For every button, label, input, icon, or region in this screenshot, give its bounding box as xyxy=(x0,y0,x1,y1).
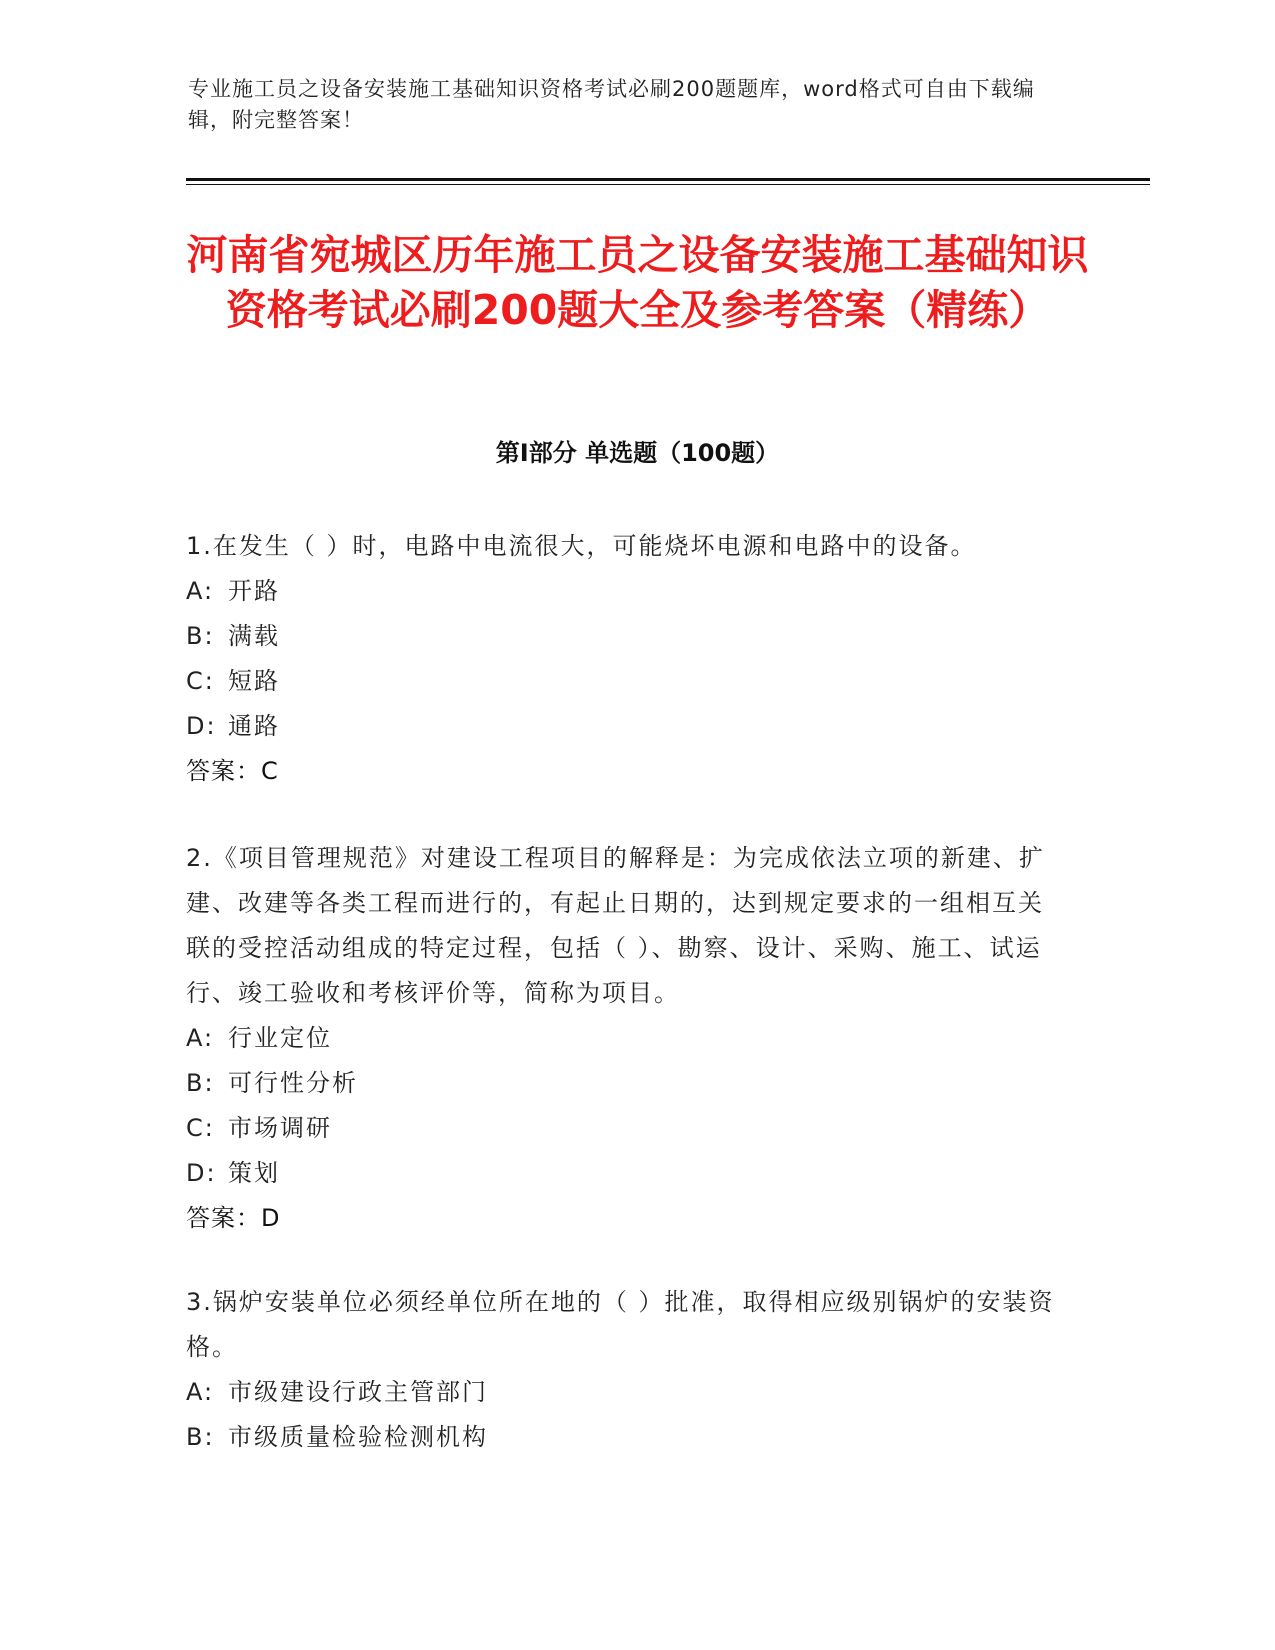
option-letter: B: xyxy=(186,622,215,650)
option-text: 市场调研 xyxy=(228,1114,332,1142)
question-stem: 2.《项目管理规范》对建设工程项目的解释是：为完成依法立项的新建、扩建、改建等各类工程而进行的，有起止日期的，达到规定要求的一组相互关联的受控活动组成的特定过程，包括（ ）、勘察、设计、采购、施工、试运行、竣工验收和考核评价等，简称为项目。 xyxy=(186,844,1045,1007)
option-a xyxy=(186,1370,1066,1415)
question-2 xyxy=(186,836,1066,1241)
answer-line: 答案：C xyxy=(186,757,279,785)
option-b xyxy=(186,1061,1066,1106)
question-3 xyxy=(186,1280,1066,1460)
option-a xyxy=(186,1016,1066,1061)
option-letter: D: xyxy=(186,1159,217,1187)
option-text: 市级建设行政主管部门 xyxy=(228,1378,488,1406)
option-text: 满载 xyxy=(228,622,280,650)
document-title: 河南省宛城区历年施工员之设备安装施工基础知识资格考试必刷200题大全及参考答案（精练） xyxy=(186,231,1089,334)
option-text: 短路 xyxy=(228,667,280,695)
question-1 xyxy=(186,524,1066,794)
option-d xyxy=(186,1151,1066,1196)
option-letter: B: xyxy=(186,1069,215,1097)
option-text: 策划 xyxy=(228,1159,280,1187)
option-d xyxy=(186,704,1066,749)
header-divider-thin xyxy=(186,184,1150,185)
option-letter: A: xyxy=(186,577,215,605)
header-note: 专业施工员之设备安装施工基础知识资格考试必刷200题题库，word格式可自由下载编辑，附完整答案！ xyxy=(188,77,1035,132)
option-text: 可行性分析 xyxy=(228,1069,358,1097)
option-b xyxy=(186,614,1066,659)
question-stem: 3.锅炉安装单位必须经单位所在地的（ ）批准，取得相应级别锅炉的安装资格。 xyxy=(186,1288,1055,1361)
question-stem: 1.在发生（ ）时，电路中电流很大，可能烧坏电源和电路中的设备。 xyxy=(186,532,977,560)
option-a xyxy=(186,569,1066,614)
section-heading: 第Ⅰ部分 单选题（100题） xyxy=(495,439,780,467)
option-c xyxy=(186,1106,1066,1151)
option-c xyxy=(186,659,1066,704)
option-letter: D: xyxy=(186,712,217,740)
option-text: 开路 xyxy=(228,577,280,605)
option-letter: A: xyxy=(186,1024,215,1052)
option-b xyxy=(186,1415,1066,1460)
option-text: 通路 xyxy=(228,712,280,740)
option-text: 行业定位 xyxy=(228,1024,332,1052)
option-text: 市级质量检验检测机构 xyxy=(228,1423,488,1451)
answer-line: 答案：D xyxy=(186,1204,281,1232)
option-letter: C: xyxy=(186,667,215,695)
option-letter: B: xyxy=(186,1423,215,1451)
option-letter: A: xyxy=(186,1378,215,1406)
option-letter: C: xyxy=(186,1114,215,1142)
header-divider-thick xyxy=(186,178,1150,181)
